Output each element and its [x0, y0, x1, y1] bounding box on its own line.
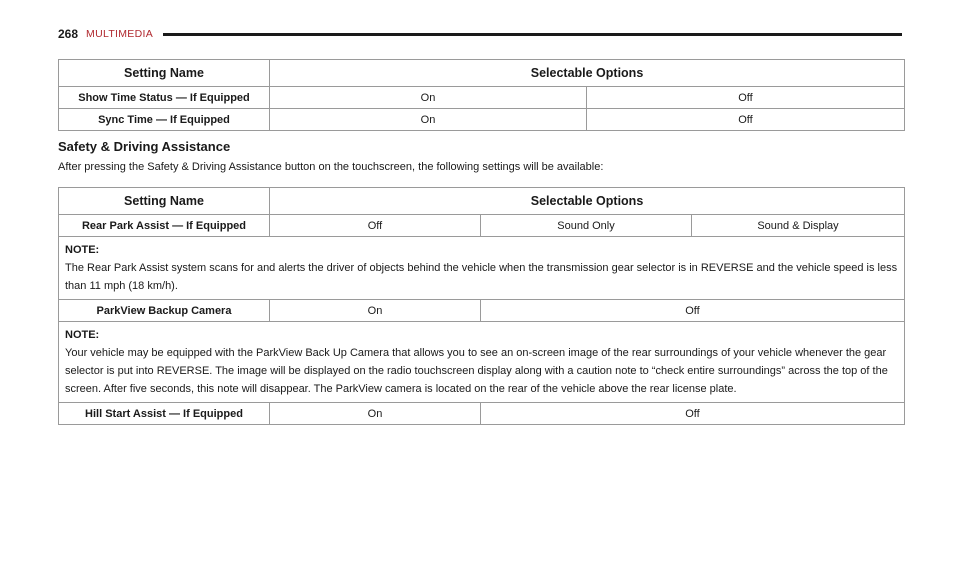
settings-table-safety: [58, 187, 905, 425]
section-intro: After pressing the Safety & Driving Assistance button on the touchscreen, the following settings will be available:: [58, 161, 604, 173]
option-value: On: [270, 403, 481, 425]
option-value: On: [270, 300, 481, 322]
option-value: Off: [587, 109, 905, 131]
column-header-setting-name: Setting Name: [59, 60, 270, 87]
setting-name: Show Time Status — If Equipped: [59, 87, 270, 109]
column-header-selectable-options: Selectable Options: [270, 60, 905, 87]
note-text: Your vehicle may be equipped with the ParkView Back Up Camera that allows you to see an on-screen image of the rear surroundings of your vehicle whenever the gear selector is put into REVERSE. The image will be displayed on the radio touchscreen display along with a caution note to “check entire surroundings” across the top of the screen. After five seconds, this note will disappear. The ParkView camera is located on the rear of the vehicle above the rear license plate.: [65, 347, 888, 395]
table-row: [59, 87, 905, 109]
note-label: NOTE:: [65, 244, 100, 256]
option-value: Sound Only: [481, 215, 692, 237]
setting-name: Rear Park Assist — If Equipped: [59, 215, 270, 237]
column-header-setting-name: Setting Name: [59, 188, 270, 215]
option-value: On: [270, 109, 587, 131]
header-rule: [163, 33, 902, 36]
section-label: MULTIMEDIA: [86, 28, 154, 40]
note-label: NOTE:: [65, 329, 100, 341]
page-header: [58, 26, 902, 42]
column-header-selectable-options: Selectable Options: [270, 188, 905, 215]
setting-name: Hill Start Assist — If Equipped: [59, 403, 270, 425]
table-row: [59, 300, 905, 322]
option-value: Off: [587, 87, 905, 109]
note-cell: [59, 237, 905, 300]
note-row: [59, 237, 905, 300]
option-value: Sound & Display: [692, 215, 905, 237]
page-number: 268: [58, 27, 79, 41]
table-header-row: [59, 188, 905, 215]
option-value: Off: [481, 300, 905, 322]
table-row: [59, 109, 905, 131]
table-header-row: [59, 60, 905, 87]
option-value: On: [270, 87, 587, 109]
note-text: The Rear Park Assist system scans for and alerts the driver of objects behind the vehicle when the transmission gear selector is in REVERSE and the vehicle speed is less than 11 mph (18 km/h).: [65, 262, 898, 292]
note-row: [59, 322, 905, 403]
settings-table-general: [58, 59, 905, 131]
option-value: Off: [270, 215, 481, 237]
setting-name: Sync Time — If Equipped: [59, 109, 270, 131]
table-row: [59, 215, 905, 237]
table-row: [59, 403, 905, 425]
setting-name: ParkView Backup Camera: [59, 300, 270, 322]
option-value: Off: [481, 403, 905, 425]
section-heading: Safety & Driving Assistance: [58, 139, 231, 154]
note-cell: [59, 322, 905, 403]
